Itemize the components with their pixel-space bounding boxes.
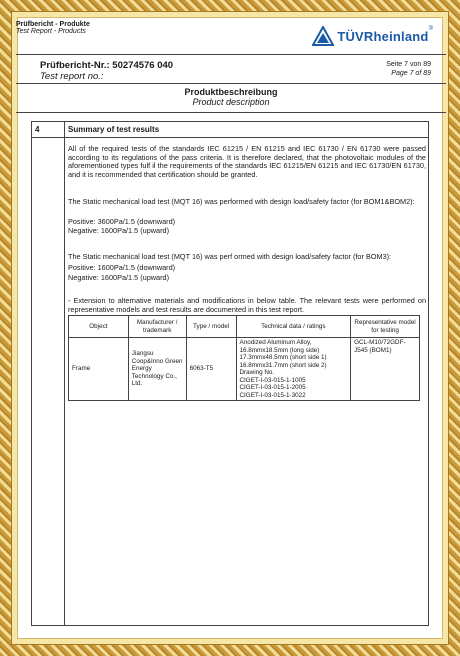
- paragraph-mqt16-bom12: The Static mechanical load test (MQT 16) was performed with design load/safety factor (for BOM1&BOM2):: [68, 197, 415, 206]
- report-number: [40, 60, 173, 82]
- page-number: [386, 60, 431, 78]
- paragraph-mqt16-bom3: The Static mechanical load test (MQT 16) was perf ormed with design load/safety factor (for BOM3):: [68, 252, 392, 261]
- category-de: Prüfbericht - Produkte: [16, 21, 90, 28]
- column-divider: [64, 122, 65, 625]
- cell-object: Frame: [69, 338, 129, 401]
- tech-line: 17.3mmx48.5mm (short side 1): [239, 354, 327, 361]
- tech-line: CIGET-I-03-015-1-3022: [239, 391, 306, 399]
- section-heading-de: Produktbeschreibung: [184, 87, 278, 97]
- section-heading-en: Product description: [192, 97, 270, 107]
- cell-representative-model: GCL-M10/72GDF-J545 (BOM1): [351, 338, 420, 401]
- header-manufacturer: Manufacturer / trademark: [128, 316, 186, 338]
- triangle-logo-icon: [312, 26, 334, 46]
- load-negative-bom12: Negative: 1600Pa/1.5 (upward): [68, 226, 170, 235]
- tech-line: Drawing No.: [239, 369, 275, 376]
- materials-table: [68, 315, 420, 401]
- divider: [16, 54, 446, 55]
- report-number-en: Test report no.:: [40, 71, 104, 82]
- tech-line: CIGET-I-03-015-1-1005: [239, 376, 306, 384]
- header-representative-model: Representative model for testing: [351, 316, 420, 338]
- divider: [16, 112, 446, 113]
- tuv-logo: [312, 26, 433, 46]
- header-type: Type / model: [186, 316, 236, 338]
- table-header-row: [69, 316, 420, 338]
- load-positive-bom12: Positive: 3600Pa/1.5 (downward): [68, 217, 176, 226]
- cell-technical-data: [236, 338, 351, 401]
- tech-line: Anodized Aluminum Alloy,: [239, 339, 312, 346]
- report-number-de: Prüfbericht-Nr.: 50274576 040: [40, 60, 174, 71]
- load-negative-bom3: Negative: 1600Pa/1.5 (upward): [68, 273, 170, 282]
- tech-line: 16.8mmx31.7mm (short side 2): [239, 361, 327, 369]
- table-row: [69, 338, 420, 401]
- header-object: Object: [69, 316, 129, 338]
- tech-line: 16.8mmx18.5mm (long side): [239, 346, 320, 354]
- content-table: [31, 121, 429, 626]
- tech-line: CIGET-I-03-015-1-2005: [239, 384, 306, 391]
- section-title: Summary of test results: [68, 125, 160, 134]
- page-number-en: Page 7 of 89: [391, 70, 431, 77]
- cell-manufacturer: Jiangsu Coop&Inno Green Energy Technology Co., Ltd.: [128, 338, 186, 401]
- paragraph-summary: All of the required tests of the standards IEC 61215 / EN 61215 and IEC 61730 / EN 61730 were passed according to its regulations of the pass criteria. It is therefore declared, that the photovoltaic modules of the aforementioned types fulf il the requirements of the standards IEC 61215/EN 61215 and IEC 61730/EN 61730, and it is recommended that certification should be granted.: [68, 144, 426, 179]
- row-divider: [32, 137, 428, 138]
- divider: [16, 83, 446, 84]
- registered-mark: ®: [428, 26, 433, 32]
- cell-type: 6063-T5: [186, 338, 236, 401]
- section-heading: [16, 87, 446, 107]
- header-technical-data: Technical data / ratings: [236, 316, 351, 338]
- logo-text: TÜVRheinland: [337, 28, 429, 44]
- paragraph-extension: - Extension to alternative materials and modifications in below table. The relevant tests were performed on representative models and test results are documented in this test report.: [68, 296, 426, 314]
- category-en: Test Report - Products: [16, 28, 86, 35]
- load-positive-bom3: Positive: 1600Pa/1.5 (downward): [68, 263, 176, 272]
- section-number: 4: [35, 125, 40, 134]
- page-number-de: Seite 7 von 89: [386, 61, 431, 68]
- report-category: [16, 21, 90, 35]
